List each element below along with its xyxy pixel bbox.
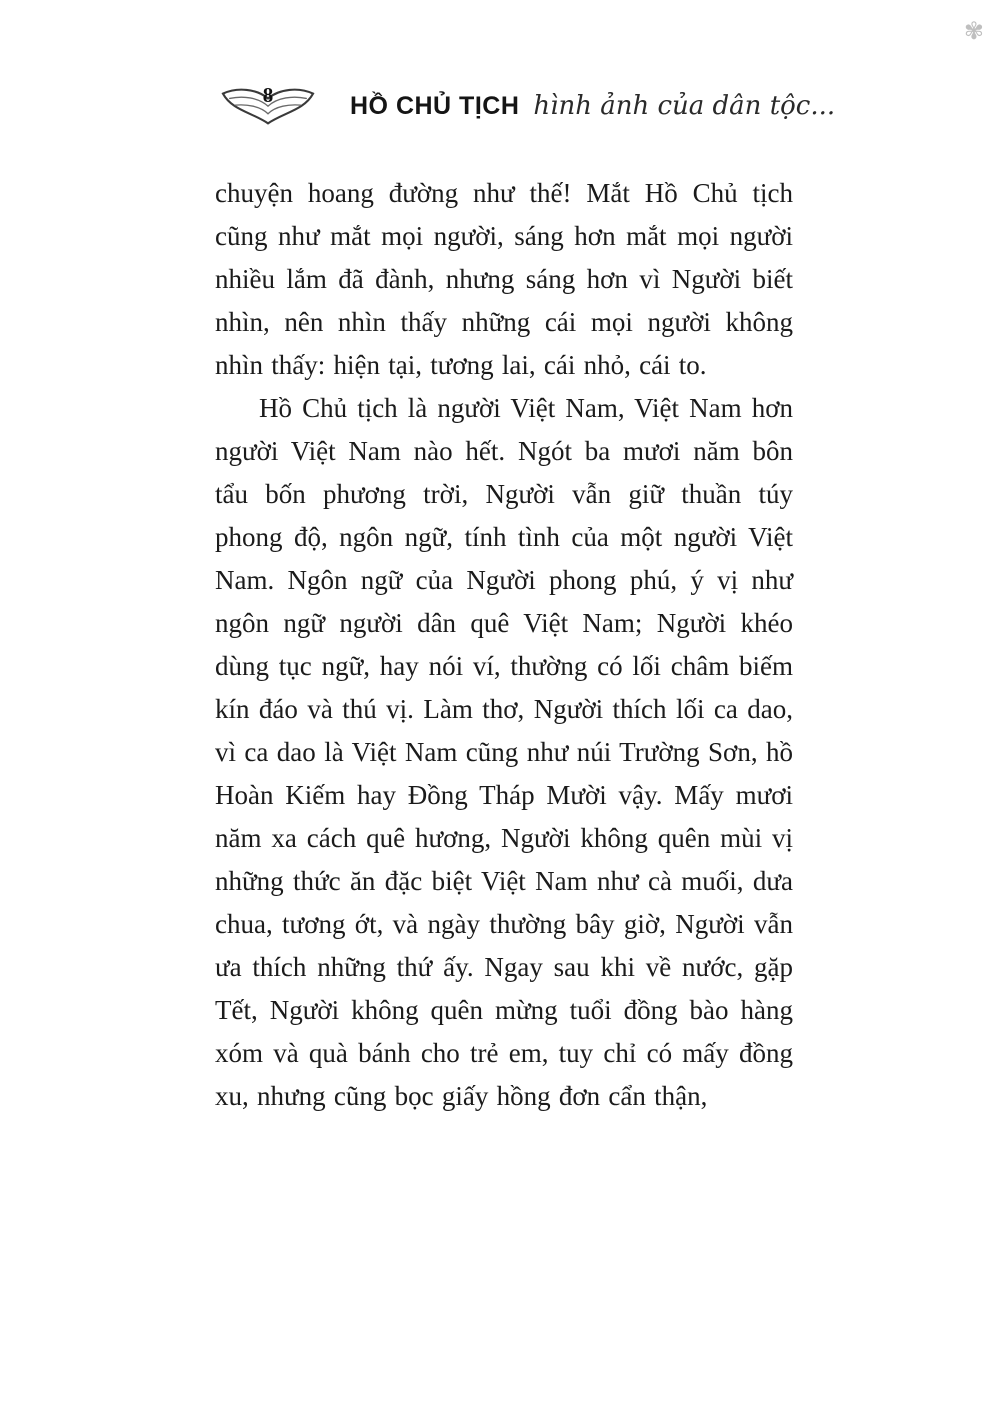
paragraph: chuyện hoang đường như thế! Mắt Hồ Chủ tịch cũng như mắt mọi người, sáng hơn mắt mọi người nhiều lắm đã đành, nhưng sáng hơn vì Người biết nhìn, nên nhìn thấy những cái mọi người không nhìn thấy: hiện tại, tương lai, cái nhỏ, cái to.: [215, 178, 793, 380]
page-header: [220, 80, 836, 132]
running-head-title: HỒ CHỦ TỊCH: [350, 92, 520, 120]
running-head-subtitle: hình ảnh của dân tộc...: [533, 91, 836, 121]
body-text: [215, 172, 793, 1118]
open-book-icon: [220, 81, 316, 131]
paragraph: Hồ Chủ tịch là người Việt Nam, Việt Nam hơn người Việt Nam nào hết. Ngót ba mươi năm bôn tẩu bốn phương trời, Người vẫn giữ thuần túy phong độ, ngôn ngữ, tính tình của một người Việt Nam. Ngôn ngữ của Người phong phú, ý vị như ngôn ngữ người dân quê Việt Nam; Người khéo dùng tục ngữ, hay nói ví, thường có lối châm biếm kín đáo và thú vị. Làm thơ, Người thích lối ca dao, vì ca dao là Việt Nam cũng như núi Trường Sơn, hồ Hoàn Kiếm hay Đồng Tháp Mười vậy. Mấy mươi năm xa cách quê hương, Người không quên mùi vị những thức ăn đặc biệt Việt Nam như cà muối, dưa chua, tương ớt, và ngày thường bây giờ, Người vẫn ưa thích những thứ ấy. Ngay sau khi về nước, gặp Tết, Người không quên mừng tuổi đồng bào hàng xóm và quà bánh cho trẻ em, tuy chỉ có mấy đồng xu, nhưng cũng bọc giấy hồng đơn cẩn thận,: [215, 393, 793, 1111]
page-number: 8: [262, 83, 274, 107]
flower-ornament-icon: ✾: [963, 19, 984, 45]
running-head: [350, 91, 835, 121]
